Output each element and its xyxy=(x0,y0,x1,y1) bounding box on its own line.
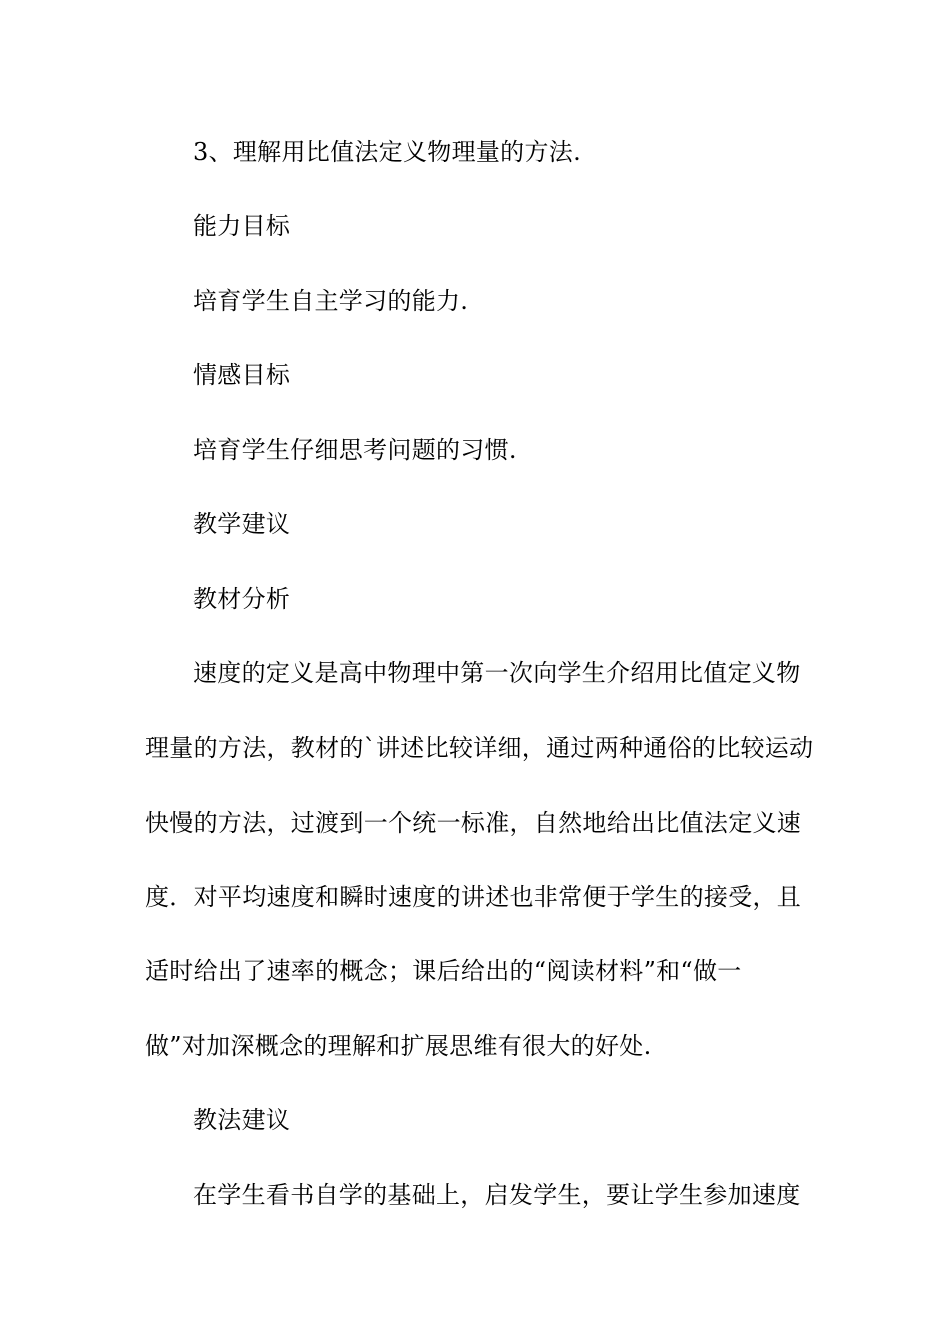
ability-goal-text: 培育学生自主学习的能力. xyxy=(193,287,469,315)
heading-teaching-method: 教法建议 xyxy=(193,1106,291,1134)
objective-item-3: 3、理解用比值法定义物理量的方法. xyxy=(193,138,581,166)
analysis-line-5: 适时给出了速率的概念；课后给出的“阅读材料”和“做一 xyxy=(145,957,742,985)
analysis-line-2: 理量的方法，教材的`讲述比较详细，通过两种通俗的比较运动 xyxy=(145,734,814,762)
emotion-goal-text: 培育学生仔细思考问题的习惯. xyxy=(193,436,517,464)
analysis-line-1: 速度的定义是高中物理中第一次向学生介绍用比值定义物 xyxy=(193,659,801,687)
analysis-line-3: 快慢的方法，过渡到一个统一标准，自然地给出比值法定义速 xyxy=(145,809,802,837)
heading-teaching-suggestions: 教学建议 xyxy=(193,510,291,538)
method-line-1: 在学生看书自学的基础上，启发学生，要让学生参加速度 xyxy=(193,1181,801,1209)
heading-emotion-goal: 情感目标 xyxy=(193,361,291,389)
heading-textbook-analysis: 教材分析 xyxy=(193,585,291,613)
heading-ability-goal: 能力目标 xyxy=(193,212,291,240)
analysis-line-6: 做”对加深概念的理解和扩展思维有很大的好处. xyxy=(145,1032,652,1060)
analysis-line-4: 度．对平均速度和瞬时速度的讲述也非常便于学生的接受，且 xyxy=(145,883,802,911)
